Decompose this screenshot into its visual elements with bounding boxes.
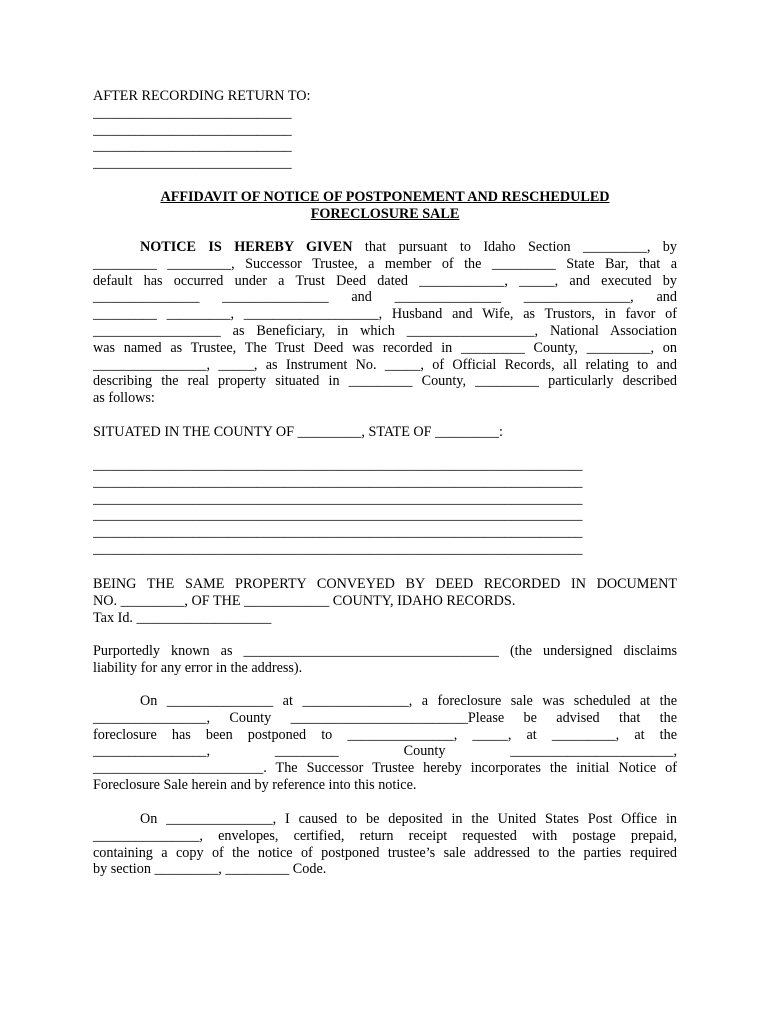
mailing-last-line: by section _________, _________ Code.: [93, 861, 327, 878]
document-title: [93, 189, 677, 223]
return-to-line: ____________________________: [93, 155, 292, 172]
conveyed-line-1: BEING THE SAME PROPERTY CONVEYED BY DEED RECORDED IN DOCUMENT: [93, 576, 677, 592]
return-to-line: ____________________________: [93, 104, 292, 121]
notice-line: default has occurred under a Trust Deed dated ____________, _____, and executed by: [93, 272, 677, 289]
conveyed-block: [93, 576, 677, 626]
return-to-line: ____________________________: [93, 138, 292, 155]
postponement-line: foreclosure has been postponed to _______________, _____, at _________, at the: [93, 726, 677, 743]
legal-description-line: _____________________________________________________________________: [93, 540, 583, 557]
mailing-line-1: [93, 811, 677, 828]
mailing-paragraph: [93, 811, 677, 878]
known-as-block: [93, 643, 677, 677]
return-to-block: [93, 88, 677, 172]
legal-description-line: _____________________________________________________________________: [93, 490, 583, 507]
return-to-line: ____________________________: [93, 121, 292, 138]
notice-line: __________________ as Beneficiary, in which __________________, National Association: [93, 322, 677, 339]
postponement-line: ________________, _________ County _______________________,: [93, 743, 677, 760]
notice-line-1-text: that pursuant to Idaho Section _________, by: [352, 239, 677, 255]
notice-line-1: [93, 239, 677, 256]
legal-description-line: _____________________________________________________________________: [93, 457, 583, 473]
return-to-heading: AFTER RECORDING RETURN TO:: [93, 88, 311, 104]
notice-last-line: as follows:: [93, 390, 155, 407]
situated-text: SITUATED IN THE COUNTY OF _________, STATE OF _________:: [93, 424, 503, 440]
known-as-line-1: Purportedly known as ____________________________________ (the undersigned disclaims: [93, 643, 677, 659]
legal-description-block: [93, 457, 677, 558]
notice-line: was named as Trustee, The Trust Deed was recorded in _________ County, _________, on: [93, 339, 677, 356]
notice-line: _________ _________, ___________________, Husband and Wife, as Trustors, in favor of: [93, 306, 677, 323]
notice-line: describing the real property situated in _________ County, _________ particularly described: [93, 373, 677, 390]
notice-line: _______________ _______________ and _______________ _______________, and: [93, 289, 677, 306]
title-line-2: FORECLOSURE SALE: [310, 206, 460, 222]
mailing-line: _______________, envelopes, certified, return receipt requested with postage prepaid,: [93, 827, 677, 844]
notice-line: ________________, _____, as Instrument No. _____, of Official Records, all relating to and: [93, 356, 677, 373]
postponement-paragraph: [93, 693, 677, 794]
legal-description-line: _____________________________________________________________________: [93, 507, 583, 524]
tax-id-line: Tax Id. ___________________: [93, 609, 272, 626]
postponement-line: ________________, County _________________________Please be advised that the: [93, 709, 677, 726]
mailing-line: containing a copy of the notice of postponed trustee’s sale addressed to the parties required: [93, 844, 677, 861]
notice-line: _________ _________, Successor Trustee, a member of the _________ State Bar, that a: [93, 255, 677, 272]
legal-description-line: _____________________________________________________________________: [93, 524, 583, 541]
postponement-line-1-text: On _______________ at _______________, a foreclosure sale was scheduled at the: [140, 693, 677, 709]
notice-bold-lead: NOTICE IS HEREBY GIVEN: [140, 239, 353, 255]
notice-paragraph: [93, 239, 677, 407]
postponement-line: ________________________. The Successor Trustee hereby incorporates the initial Notice of: [93, 760, 677, 777]
situated-line: [93, 424, 677, 441]
legal-description-line: _____________________________________________________________________: [93, 473, 583, 490]
mailing-line-1-text: On _______________, I caused to be deposited in the United States Post Office in: [140, 811, 677, 827]
postponement-line-1: [93, 693, 677, 710]
known-as-line-2: liability for any error in the address).: [93, 659, 303, 676]
postponement-last-line: Foreclosure Sale herein and by reference into this notice.: [93, 776, 417, 793]
title-line-1: AFFIDAVIT OF NOTICE OF POSTPONEMENT AND RESCHEDULED: [160, 189, 610, 205]
conveyed-line-2: NO. _________, OF THE ____________ COUNTY, IDAHO RECORDS.: [93, 592, 516, 609]
